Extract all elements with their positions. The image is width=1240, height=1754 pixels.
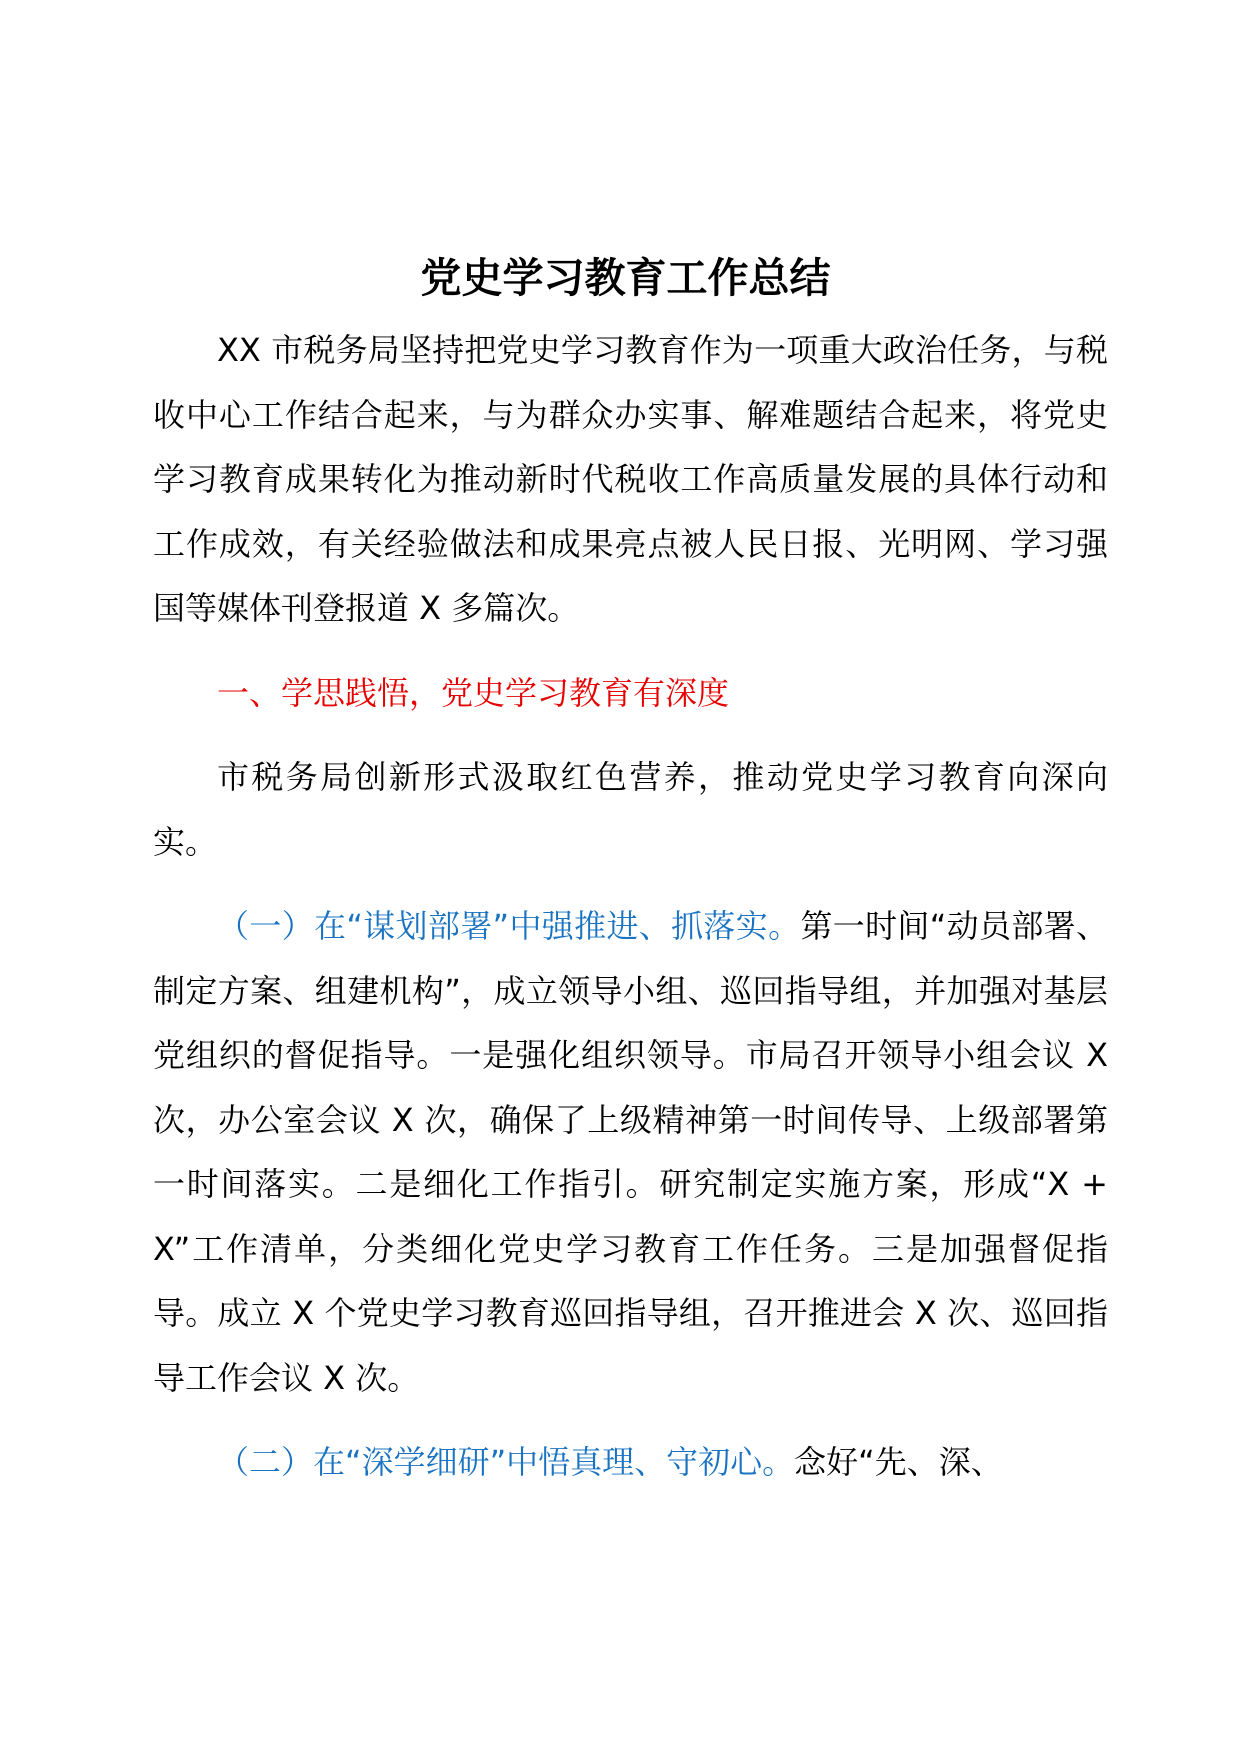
- spacer: [153, 641, 1108, 661]
- intro-paragraph: XX 市税务局坚持把党史学习教育作为一项重大政治任务，与税收中心工作结合起来，与为群众办实事、解难题结合起来，将党史学习教育成果转化为推动新时代税收工作高质量发展的具体行动和工作成效，有关经验做法和成果亮点被人民日报、光明网、学习强国等媒体刊登报道 X 多篇次。: [153, 331, 1108, 627]
- subsection-paragraph: [153, 894, 1108, 1410]
- subsection-body: 第一时间“动员部署、制定方案、组建机构”，成立领导小组、巡回指导组，并加强对基层党组织的督促指导。一是强化组织领导。市局召开领导小组会议 X 次，办公室会议 X 次，确保了上级精神第一时间传导、上级部署第一时间落实。二是细化工作指引。研究制定实施方案，形成“X + X”工作清单，分类细化党史学习教育工作任务。三是加强督促指导。成立 X 个党史学习教育巡回指导组，召开推进会 X 次、巡回指导工作会议 X 次。: [153, 907, 1108, 1397]
- spacer: [153, 874, 1108, 894]
- section-lead-paragraph: 市税务局创新形式汲取红色营养，推动党史学习教育向深向实。: [153, 758, 1108, 861]
- subsection-heading: （二）在“深学细研”中悟真理、守初心。: [217, 1443, 795, 1481]
- subsection-heading: （一）在“谋划部署”中强推进、抓落实。: [217, 907, 801, 945]
- section-heading: 一、学思践悟，党史学习教育有深度: [217, 673, 730, 712]
- subsection-body: 念好“先、深、: [794, 1443, 1003, 1481]
- document-title: 党史学习教育工作总结: [420, 254, 831, 302]
- document-body: [153, 248, 1108, 1495]
- spacer: [153, 725, 1108, 745]
- spacer: [153, 1410, 1108, 1430]
- subsection-paragraph: [153, 1430, 1108, 1495]
